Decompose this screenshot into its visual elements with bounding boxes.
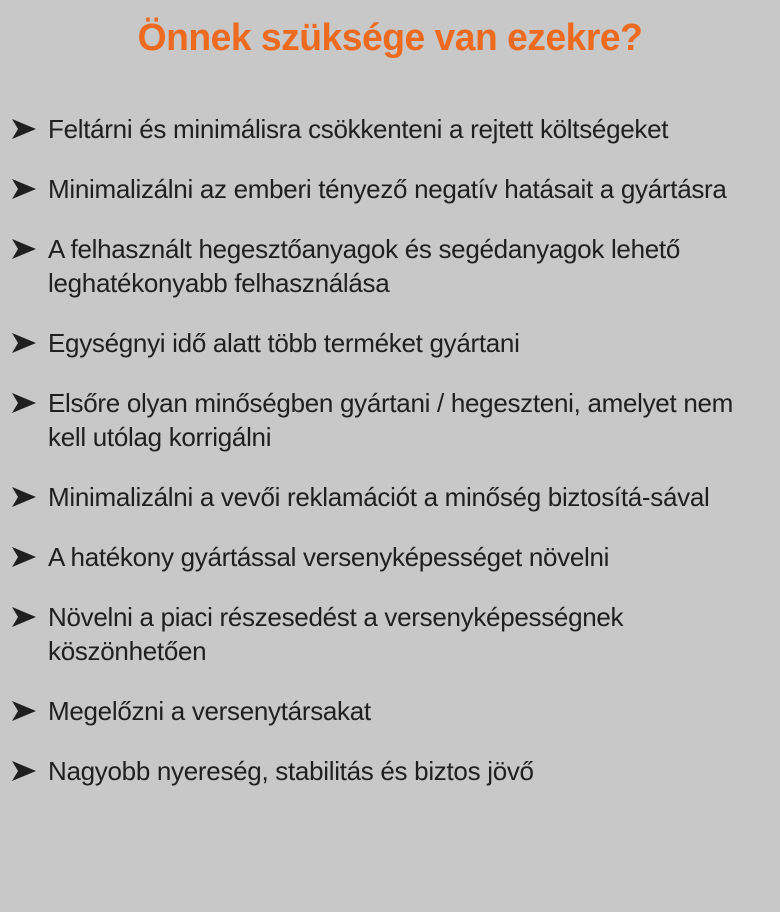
arrowhead-right-icon <box>10 545 38 569</box>
arrowhead-right-icon <box>10 605 38 629</box>
arrowhead-right-icon <box>10 391 38 415</box>
list-item <box>8 600 772 668</box>
list-item-text: Egységnyi idő alatt több terméket gyártani <box>48 328 520 358</box>
arrowhead-right-icon <box>10 759 38 783</box>
arrowhead-right-icon <box>10 117 38 141</box>
list-item-text: A felhasznált hegesztőanyagok és segédanyagok lehető leghatékonyabb felhasználása <box>48 234 680 298</box>
arrowhead-right-icon <box>10 177 38 201</box>
list-item <box>8 694 772 728</box>
list-item <box>8 232 772 300</box>
list-item-text: Megelőzni a versenytársakat <box>48 696 371 726</box>
list-item <box>8 386 772 454</box>
list-item <box>8 172 772 206</box>
arrowhead-right-icon <box>10 485 38 509</box>
list-item-text: A hatékony gyártással versenyképességet növelni <box>48 542 610 572</box>
list-item-text: Növelni a piaci részesedést a versenyképességnek köszönhetően <box>48 602 624 666</box>
arrowhead-right-icon <box>10 331 38 355</box>
page-title: Önnek szüksége van ezekre? <box>137 17 643 59</box>
arrowhead-right-icon <box>10 237 38 261</box>
arrowhead-right-icon <box>10 699 38 723</box>
list-item <box>8 754 772 788</box>
list-item-text: Minimalizálni az emberi tényező negatív hatásait a gyártásra <box>48 174 727 204</box>
benefit-list <box>8 112 772 788</box>
list-item <box>8 540 772 574</box>
list-item-text: Feltárni és minimálisra csökkenteni a rejtett költségeket <box>48 114 669 144</box>
list-item-text: Nagyobb nyereség, stabilitás és biztos jövő <box>48 756 534 786</box>
list-item-text: Minimalizálni a vevői reklamációt a minőség biztosítá-sával <box>48 482 710 512</box>
list-item <box>8 326 772 360</box>
list-item <box>8 480 772 514</box>
list-item <box>8 112 772 146</box>
list-item-text: Elsőre olyan minőségben gyártani / hegeszteni, amelyet nem kell utólag korrigálni <box>48 388 733 452</box>
